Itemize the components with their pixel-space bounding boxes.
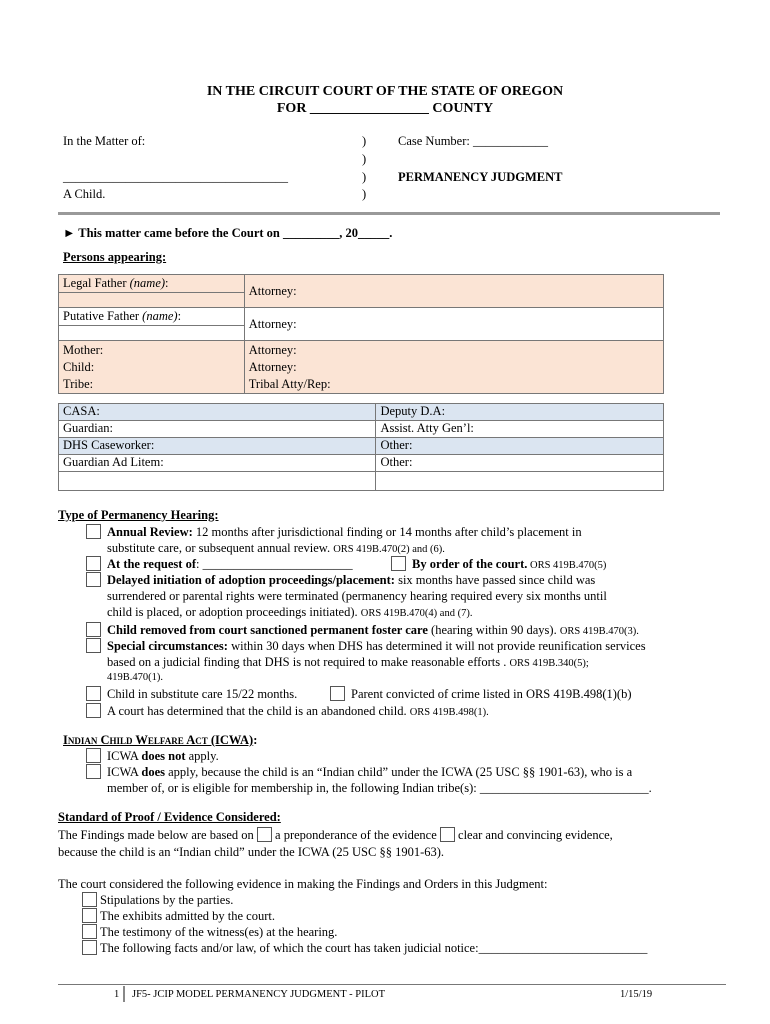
mother-label: Mother: — [63, 343, 104, 357]
foster-care-ors: ORS 419B.470(3). — [559, 626, 639, 637]
icwa-does-line2: member of, or is eligible for membership in, the following Indian tribe(s): ___________________________. — [107, 781, 652, 795]
others-table — [58, 403, 664, 491]
delayed-text: six months have passed since child was — [394, 573, 596, 587]
legal-father-cell[interactable] — [59, 275, 245, 308]
abandoned-ors: ORS 419B.498(1). — [409, 707, 489, 718]
child-label-cell: Child: — [63, 360, 95, 374]
icwa-heading: Indian Child Welfare Act (ICWA): — [63, 733, 258, 747]
special-ors-2: 419B.470(1). — [107, 672, 163, 683]
preponderance-checkbox[interactable] — [257, 827, 272, 842]
mother-child-tribe-cell[interactable] — [59, 341, 245, 394]
order-title: By order of the court. — [412, 557, 528, 571]
footer-divider — [123, 986, 125, 1002]
guardian-cell[interactable]: Guardian: — [59, 421, 376, 438]
putative-father-label: Putative Father — [63, 309, 143, 323]
standard-heading: Standard of Proof / Evidence Considered: — [58, 810, 281, 824]
matter-label: In the Matter of: — [63, 134, 146, 148]
putative-father-name-hint: (name) — [142, 309, 178, 323]
icwa-not-row: ICWA does not apply. — [86, 748, 219, 764]
findings-row: The Findings made below are based on a preponderance of the evidence clear and convincing evidence, — [58, 828, 613, 842]
parent-convicted-row — [330, 686, 632, 702]
putative-father-cell[interactable] — [59, 308, 245, 341]
came-before-line: ► This matter came before the Court on _________, 20_____. — [63, 226, 393, 240]
annual-review-title: Annual Review: — [107, 525, 193, 539]
legal-father-label: Legal Father — [63, 276, 130, 290]
special-title: Special circumstances: — [107, 639, 228, 653]
abandoned-checkbox[interactable] — [86, 703, 101, 718]
name-line: ____________________________________ — [63, 170, 288, 184]
substitute-care-checkbox[interactable] — [86, 686, 101, 701]
annual-review-ors: ORS 419B.470(2) and (6). — [333, 544, 445, 555]
legal-father-name-hint: (name) — [129, 276, 166, 290]
mother-attorney: Attorney: — [248, 343, 297, 357]
blank-cell-right[interactable] — [376, 472, 664, 491]
other-cell-1[interactable]: Other: — [376, 438, 664, 455]
legal-father-colon: : — [165, 276, 169, 290]
persons-appearing-heading: Persons appearing: — [63, 250, 167, 264]
legal-father-attorney[interactable]: Attorney: — [244, 275, 663, 308]
foster-care-text: (hearing within 90 days). — [427, 623, 560, 637]
delayed-row — [86, 572, 595, 588]
dhs-caseworker-cell[interactable]: DHS Caseworker: — [59, 438, 376, 455]
abandoned-row — [86, 703, 489, 721]
page-number: 1 — [114, 989, 120, 1000]
evidence-item: Stipulations by the parties. — [82, 892, 233, 908]
delayed-ors: ORS 419B.470(4) and (7). — [360, 608, 473, 619]
abandoned-text: A court has determined that the child is an abandoned child. — [107, 704, 410, 718]
assist-atty-cell[interactable]: Assist. Atty Gen’l: — [376, 421, 664, 438]
hearing-type-heading: Type of Permanency Hearing: — [58, 508, 219, 522]
evidence-checkbox[interactable] — [82, 940, 97, 955]
persons-table — [58, 274, 664, 394]
caption-paren-2: ) — [362, 152, 367, 166]
child-attorney: Attorney: — [248, 360, 297, 374]
annual-review-line2: substitute care, or subsequent annual review. ORS 419B.470(2) and (6). — [107, 541, 445, 555]
tribe-label: Tribe: — [63, 377, 94, 391]
special-ors-1: ORS 419B.340(5); — [509, 658, 589, 669]
county-line: FOR _________________ COUNTY — [276, 101, 494, 116]
request-row — [86, 556, 353, 572]
foster-care-checkbox[interactable] — [86, 622, 101, 637]
icwa-does-row: ICWA does apply, because the child is an “Indian child” under the ICWA (25 USC §§ 1901-63), who is a — [86, 764, 632, 780]
icwa-does-checkbox[interactable] — [86, 764, 101, 779]
other-cell-2[interactable]: Other: — [376, 455, 664, 472]
caption-paren-3: ) — [362, 170, 367, 184]
form-date: 1/15/19 — [620, 989, 653, 1000]
evidence-checkbox[interactable] — [82, 908, 97, 923]
request-checkbox[interactable] — [86, 556, 101, 571]
evidence-item: The exhibits admitted by the court. — [82, 908, 275, 924]
annual-review-checkbox[interactable] — [86, 524, 101, 539]
deputy-da-cell[interactable]: Deputy D.A: — [376, 404, 664, 421]
order-checkbox[interactable] — [391, 556, 406, 571]
case-number: Case Number: ____________ — [398, 134, 548, 148]
document-title: PERMANENCY JUDGMENT — [398, 170, 563, 184]
clear-convincing-checkbox[interactable] — [440, 827, 455, 842]
substitute-care-row — [86, 686, 297, 702]
caption-paren-1: ) — [362, 134, 367, 148]
special-checkbox[interactable] — [86, 638, 101, 653]
order-ors: ORS 419B.470(5) — [527, 560, 607, 571]
evidence-checkbox[interactable] — [82, 924, 97, 939]
casa-cell[interactable]: CASA: — [59, 404, 376, 421]
evidence-checkbox[interactable] — [82, 892, 97, 907]
blank-cell-left[interactable] — [59, 472, 376, 491]
evidence-item: The following facts and/or law, of which the court has taken judicial notice:___________________________ — [82, 940, 647, 956]
footer-rule — [58, 984, 726, 985]
special-row — [86, 638, 646, 654]
delayed-line3: child is placed, or adoption proceedings initiated). ORS 419B.470(4) and (7). — [107, 605, 473, 619]
caption-paren-4: ) — [362, 187, 367, 201]
annual-review-text: 12 months after jurisdictional finding or 14 months after child’s placement in — [192, 525, 582, 539]
parent-convicted-checkbox[interactable] — [330, 686, 345, 701]
icwa-not-checkbox[interactable] — [86, 748, 101, 763]
request-blank: : ________________________ — [196, 557, 353, 571]
request-title: At the request of — [107, 557, 196, 571]
mother-child-tribe-attorneys[interactable] — [244, 341, 663, 394]
child-label: A Child. — [63, 187, 106, 201]
putative-father-colon: : — [177, 309, 182, 323]
special-line2: based on a judicial finding that DHS is not required to make reasonable efforts . ORS 419B.340(5); — [107, 655, 589, 669]
evidence-item: The testimony of the witness(es) at the hearing. — [82, 924, 337, 940]
delayed-checkbox[interactable] — [86, 572, 101, 587]
form-id: JF5- JCIP MODEL PERMANENCY JUDGMENT - PILOT — [132, 989, 385, 1000]
putative-father-attorney[interactable]: Attorney: — [244, 308, 663, 341]
substitute-care-text: Child in substitute care 15/22 months. — [107, 687, 298, 701]
caption-divider — [58, 212, 720, 215]
special-text: within 30 days when DHS has determined it will not provide reunification services — [227, 639, 646, 653]
evidence-intro: The court considered the following evidence in making the Findings and Orders in this Judgment: — [58, 877, 548, 891]
annual-review-row — [86, 524, 582, 540]
parent-convicted-text: Parent convicted of crime listed in ORS 419B.498(1)(b) — [351, 687, 632, 701]
because-line: because the child is an “Indian child” under the ICWA (25 USC §§ 1901-63). — [58, 845, 445, 859]
foster-care-title: Child removed from court sanctioned permanent foster care — [107, 623, 428, 637]
gal-cell[interactable]: Guardian Ad Litem: — [59, 455, 376, 472]
tribal-atty-rep: Tribal Atty/Rep: — [248, 377, 331, 391]
delayed-line2: surrendered or parental rights were terminated (permanency hearing required every six months until — [107, 589, 607, 603]
court-title: IN THE CIRCUIT COURT OF THE STATE OF OREGON — [206, 84, 564, 99]
delayed-title: Delayed initiation of adoption proceedings/placement: — [107, 573, 395, 587]
